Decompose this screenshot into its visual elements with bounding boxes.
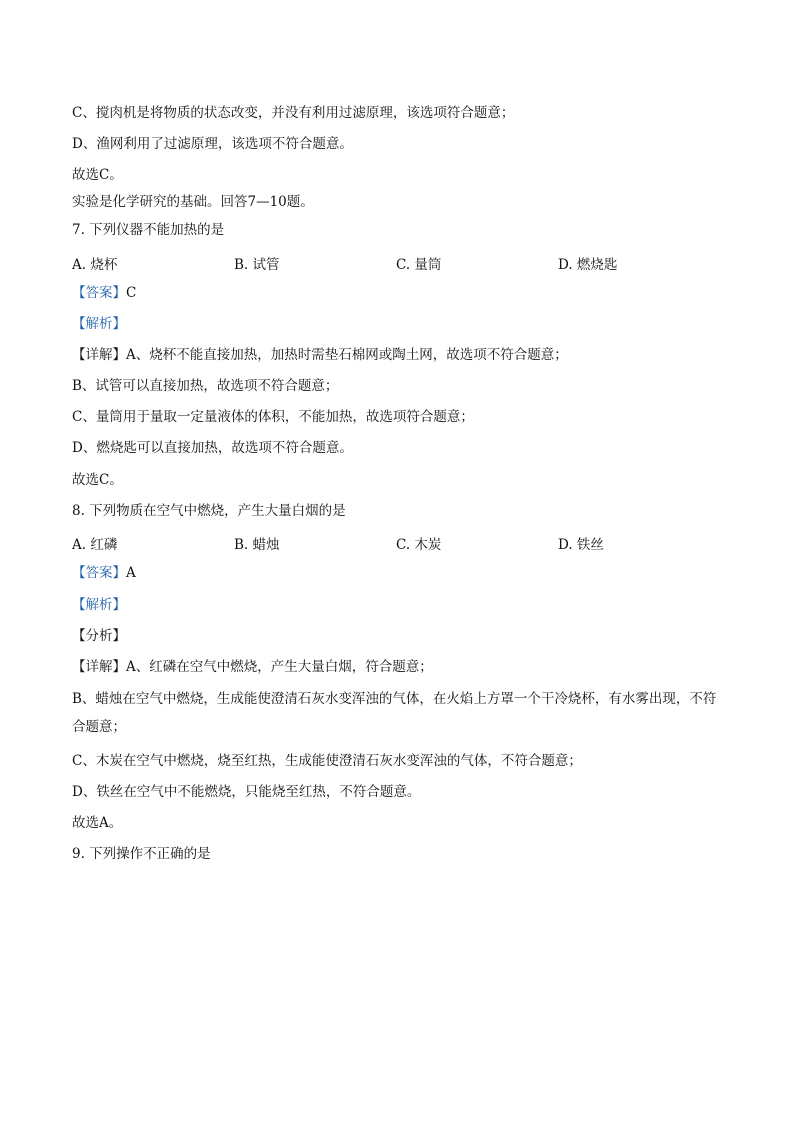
- answer-7: [72, 284, 136, 302]
- option-b: B. 蜡烛: [234, 537, 280, 553]
- text-line: D、燃烧匙可以直接加热，故选项不符合题意。: [72, 440, 353, 456]
- text-line: C、搅肉机是将物质的状态改变，并没有利用过滤原理，该选项符合题意；: [72, 105, 515, 121]
- option-c: C. 量筒: [396, 257, 442, 273]
- answer-tag: 【答案】: [72, 565, 126, 581]
- option-d: D. 铁丝: [558, 537, 604, 553]
- text-line: B、蜡烛在空气中燃烧，生成能使澄清石灰水变浑浊的气体，在火焰上方罩一个干冷烧杯，有水雾出现，不符合题意；: [72, 691, 717, 735]
- text-line: D、铁丝在空气中不能燃烧，只能烧至红热，不符合题意。: [72, 784, 421, 800]
- question-9: 9. 下列操作不正确的是: [72, 846, 211, 862]
- analysis-subtag: 【分析】: [72, 628, 126, 644]
- option-c: C. 木炭: [396, 537, 442, 553]
- text-line: B、试管可以直接加热，故选项不符合题意；: [72, 378, 339, 394]
- question-7: 7. 下列仪器不能加热的是: [72, 222, 225, 238]
- answer-value: A: [126, 565, 136, 581]
- detail-7: [72, 346, 568, 364]
- section-intro: 实验是化学研究的基础。回答7—10题。: [72, 194, 314, 210]
- text-line: 故选C。: [72, 472, 123, 488]
- analysis-tag: 【解析】: [72, 597, 126, 613]
- analysis-tag: 【解析】: [72, 316, 126, 332]
- detail-text: A、红磷在空气中燃烧，产生大量白烟，符合题意；: [126, 659, 433, 675]
- option-a: A. 红磷: [72, 537, 118, 553]
- option-a: A. 烧杯: [72, 257, 118, 273]
- detail-8: [72, 658, 433, 676]
- answer-tag: 【答案】: [72, 285, 126, 301]
- answer-8: [72, 564, 136, 582]
- detail-tag: 【详解】: [72, 347, 126, 363]
- detail-text: A、烧杯不能直接加热，加热时需垫石棉网或陶土网，故选项不符合题意；: [126, 347, 568, 363]
- option-b: B. 试管: [234, 257, 280, 273]
- question-8: 8. 下列物质在空气中燃烧，产生大量白烟的是: [72, 503, 346, 519]
- text-line: 故选A。: [72, 815, 123, 831]
- text-line: D、渔网利用了过滤原理，该选项不符合题意。: [72, 136, 353, 152]
- question-7-options: [72, 253, 712, 271]
- text-line: 故选C。: [72, 167, 123, 183]
- answer-value: C: [126, 285, 137, 301]
- question-8-options: [72, 533, 712, 551]
- text-line: C、木炭在空气中燃烧，烧至红热，生成能使澄清石灰水变浑浊的气体，不符合题意；: [72, 753, 582, 769]
- detail-tag: 【详解】: [72, 659, 126, 675]
- option-d: D. 燃烧匙: [558, 257, 618, 273]
- text-line: C、量筒用于量取一定量液体的体积，不能加热，故选项符合题意；: [72, 409, 474, 425]
